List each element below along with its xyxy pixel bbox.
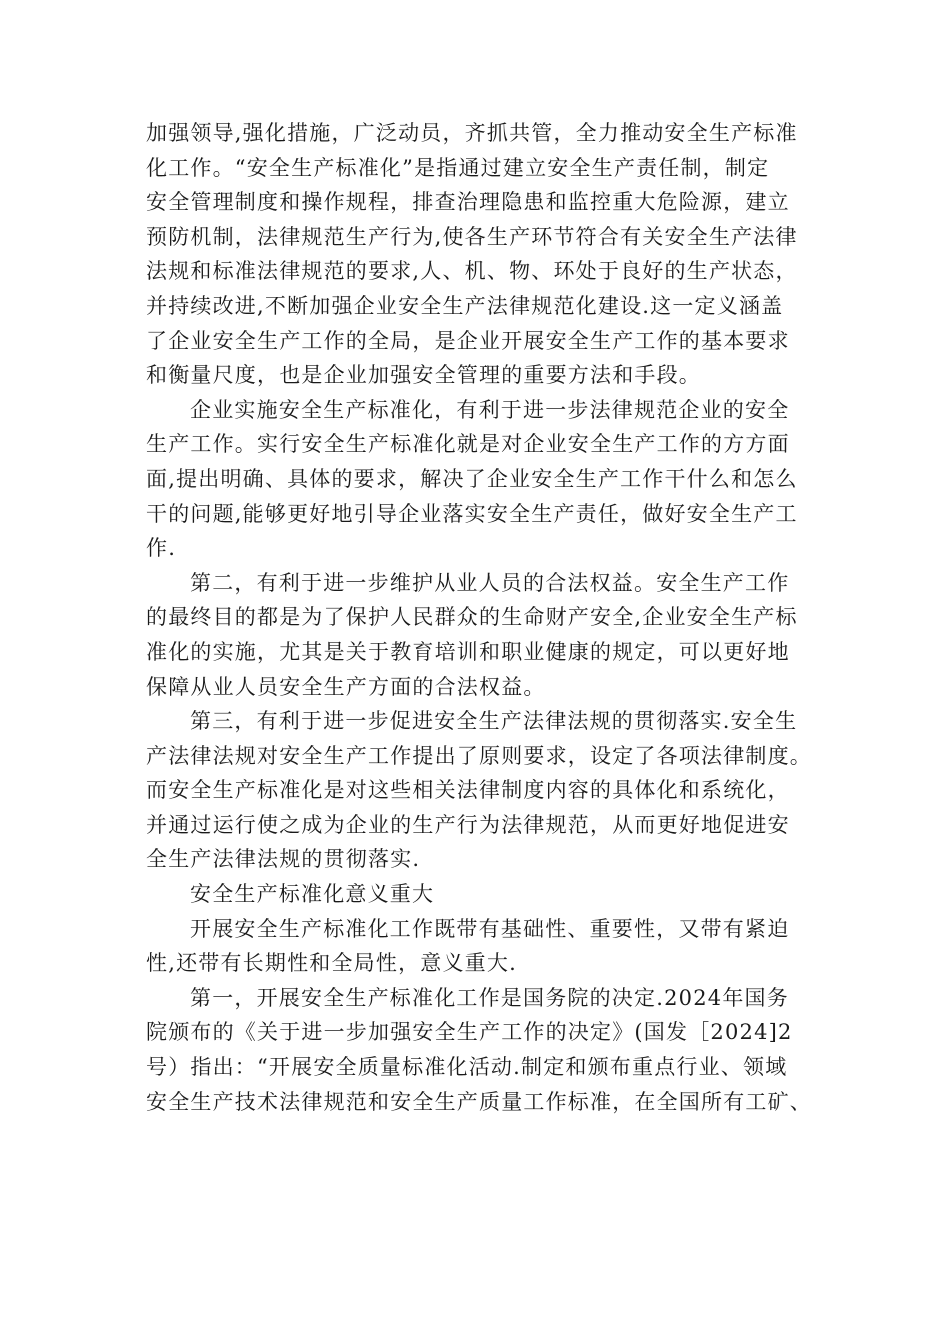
body-text [146, 116, 826, 1119]
text-line: 干的问题,能够更好地引导企业落实安全生产责任，做好安全生产工 [146, 501, 798, 526]
text-line: 面,提出明确、具体的要求，解决了企业安全生产工作干什么和怎么 [146, 466, 798, 491]
text-line: 并持续改进,不断加强企业安全生产法律规范化建设.这一定义涵盖 [146, 293, 784, 318]
section-heading: 安全生产标准化意义重大 [190, 882, 435, 907]
text-line: 生产工作。实行安全生产标准化就是对企业安全生产工作的方方面 [146, 432, 790, 457]
text-line: 准化的实施，尤其是关于教育培训和职业健康的规定，可以更好地 [146, 639, 790, 664]
text-line: 法规和标准法律规范的要求,人、机、物、环处于良好的生产状态， [146, 259, 798, 284]
paragraph-first-line: 第一，开展安全生产标准化工作是国务院的决定.2024年国务 [190, 985, 789, 1010]
text-line: 作. [146, 536, 177, 561]
text-line: 性,还带有长期性和全局性，意义重大. [146, 951, 517, 976]
text-line: 产法律法规对安全生产工作提出了原则要求，设定了各项法律制度。 [146, 743, 812, 768]
paragraph-first-line: 开展安全生产标准化工作既带有基础性、重要性，又带有紧迫 [190, 916, 790, 941]
text-line: 号）指出：“开展安全质量标准化活动.制定和颁布重点行业、领域 [146, 1055, 788, 1080]
text-line: 了企业安全生产工作的全局，是企业开展安全生产工作的基本要求 [146, 328, 790, 353]
text-line: 并通过运行使之成为企业的生产行为法律规范，从而更好地促进安 [146, 812, 790, 837]
text-line: 保障从业人员安全生产方面的合法权益。 [146, 674, 546, 699]
text-line: 院颁布的《关于进一步加强安全生产工作的决定》(国发［2024]2 [146, 1020, 793, 1045]
text-line: 加强领导,强化措施，广泛动员，齐抓共管，全力推动安全生产标准 [146, 121, 798, 145]
text-line: 化工作。“安全生产标准化”是指通过建立安全生产责任制，制定 [146, 155, 770, 180]
paragraph-first-line: 企业实施安全生产标准化，有利于进一步法律规范企业的安全 [190, 397, 790, 422]
paragraph-first-line: 第二，有利于进一步维护从业人员的合法权益。安全生产工作 [190, 570, 790, 595]
text-line: 安全管理制度和操作规程，排查治理隐患和监控重大危险源，建立 [146, 190, 790, 215]
text-line: 而安全生产标准化是对这些相关法律制度内容的具体化和系统化， [146, 778, 790, 803]
text-line: 安全生产技术法律规范和安全生产质量工作标准，在全国所有工矿、 [146, 1089, 812, 1114]
text-line: 的最终目的都是为了保护人民群众的生命财产安全,企业安全生产标 [146, 605, 798, 630]
text-line: 全生产法律法规的贯彻落实. [146, 847, 421, 872]
text-line: 预防机制，法律规范生产行为,使各生产环节符合有关安全生产法律 [146, 224, 798, 249]
text-line: 和衡量尺度，也是企业加强安全管理的重要方法和手段。 [146, 363, 701, 388]
paragraph-first-line: 第三，有利于进一步促进安全生产法律法规的贯彻落实.安全生 [190, 709, 798, 734]
